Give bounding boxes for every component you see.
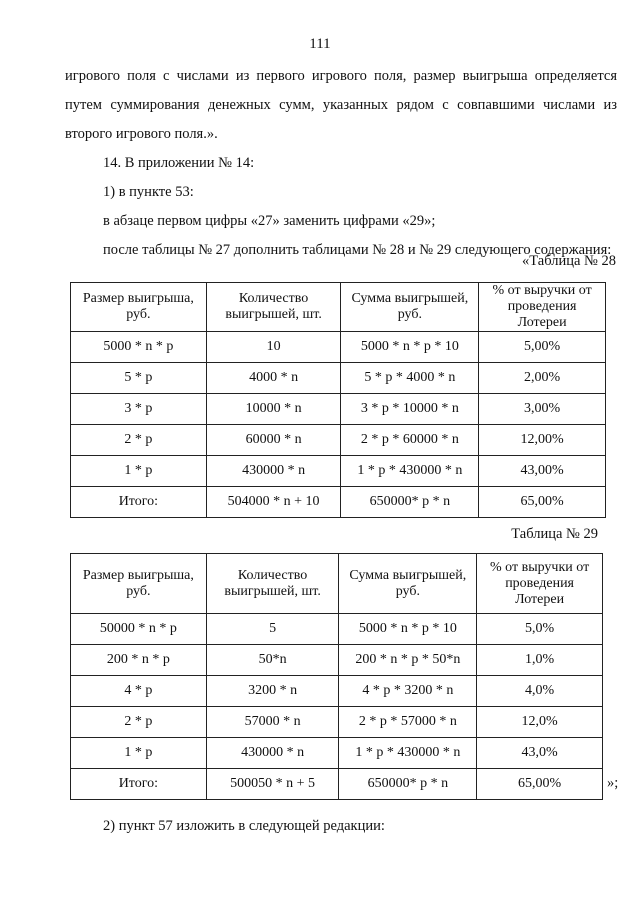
table-cell: 650000* p * n [341, 487, 479, 518]
section-heading: 14. В приложении № 14: [103, 155, 255, 171]
table-cell: 5000 * n * p * 10 [339, 614, 477, 645]
paragraph-line: после таблицы № 27 дополнить таблицами № 28 и № 29 следующего содержания: [103, 242, 612, 258]
table-cell: 2 * p * 57000 * n [339, 707, 477, 738]
paragraph-line: игрового поля с числами из первого игрового поля, размер выигрыша определяется [65, 68, 617, 84]
table-cell: 5 [206, 614, 339, 645]
table-header-cell: Сумма выигрышей, руб. [339, 554, 477, 614]
table-cell: 650000* p * n [339, 769, 477, 800]
table-cell: 1 * p [71, 738, 207, 769]
table-cell: 1 * p * 430000 * n [341, 456, 479, 487]
table-29-caption: Таблица № 29 [511, 526, 598, 542]
table-cell: 3 * p [71, 394, 207, 425]
table-cell: 43,0% [477, 738, 603, 769]
table-row [71, 394, 606, 425]
table-29 [70, 553, 603, 800]
table-cell: 60000 * n [206, 425, 341, 456]
table-row [71, 363, 606, 394]
table-cell: 3 * p * 10000 * n [341, 394, 479, 425]
table-cell: 5000 * n * p [71, 332, 207, 363]
table-total-row [71, 769, 603, 800]
table-cell: 1,0% [477, 645, 603, 676]
table-cell: 5 * p * 4000 * n [341, 363, 479, 394]
table-cell: 1 * p * 430000 * n [339, 738, 477, 769]
table-cell: 4 * p * 3200 * n [339, 676, 477, 707]
page-number: 111 [309, 36, 331, 52]
paragraph-line: второго игрового поля.». [65, 126, 218, 142]
table-total-row [71, 487, 606, 518]
table-header-cell: % от выручки от проведения Лотереи [479, 283, 606, 332]
table-header-cell: Размер выигрыша, руб. [71, 554, 207, 614]
table-cell: 5,0% [477, 614, 603, 645]
table-cell: 65,00% [477, 769, 603, 800]
table-28-caption: «Таблица № 28 [522, 253, 616, 269]
table-cell: 2 * p [71, 707, 207, 738]
table-cell: 50*n [206, 645, 339, 676]
table-header-cell: Количество выигрышей, шт. [206, 283, 341, 332]
table-cell: 12,0% [477, 707, 603, 738]
table-cell: 4,0% [477, 676, 603, 707]
table-row [71, 425, 606, 456]
table-cell: Итого: [71, 769, 207, 800]
table-row [71, 332, 606, 363]
table-cell: 10 [206, 332, 341, 363]
table-cell: 3200 * n [206, 676, 339, 707]
table-cell: 4 * p [71, 676, 207, 707]
table-cell: 10000 * n [206, 394, 341, 425]
table-cell: 1 * p [71, 456, 207, 487]
list-item: 1) в пункте 53: [103, 184, 194, 200]
table-cell: 43,00% [479, 456, 606, 487]
table-row [71, 645, 603, 676]
table-cell: 50000 * n * p [71, 614, 207, 645]
table-cell: 5 * p [71, 363, 207, 394]
table-cell: 12,00% [479, 425, 606, 456]
table-row [71, 614, 603, 645]
table-row [71, 456, 606, 487]
closing-quote: »; [607, 775, 619, 791]
table-row [71, 676, 603, 707]
table-cell: 504000 * n + 10 [206, 487, 341, 518]
paragraph-line: путем суммирования денежных сумм, указанных рядом с совпавшими числами из [65, 97, 617, 113]
table-cell: 430000 * n [206, 738, 339, 769]
table-header-cell: Размер выигрыша, руб. [71, 283, 207, 332]
table-row [71, 707, 603, 738]
table-cell: 5,00% [479, 332, 606, 363]
table-header-cell: Сумма выигрышей, руб. [341, 283, 479, 332]
table-cell: 3,00% [479, 394, 606, 425]
table-header-cell: Количество выигрышей, шт. [206, 554, 339, 614]
table-cell: 57000 * n [206, 707, 339, 738]
table-cell: 200 * n * p [71, 645, 207, 676]
table-cell: 2,00% [479, 363, 606, 394]
paragraph-line: в абзаце первом цифры «27» заменить цифрами «29»; [103, 213, 436, 229]
table-cell: 4000 * n [206, 363, 341, 394]
table-cell: 2 * p [71, 425, 207, 456]
list-item: 2) пункт 57 изложить в следующей редакции: [103, 818, 385, 834]
table-cell: 65,00% [479, 487, 606, 518]
table-cell: Итого: [71, 487, 207, 518]
table-cell: 500050 * n + 5 [206, 769, 339, 800]
table-cell: 2 * p * 60000 * n [341, 425, 479, 456]
table-cell: 200 * n * p * 50*n [339, 645, 477, 676]
table-header-cell: % от выручки от проведения Лотереи [477, 554, 603, 614]
table-cell: 5000 * n * p * 10 [341, 332, 479, 363]
table-row [71, 738, 603, 769]
table-28 [70, 282, 606, 518]
table-cell: 430000 * n [206, 456, 341, 487]
